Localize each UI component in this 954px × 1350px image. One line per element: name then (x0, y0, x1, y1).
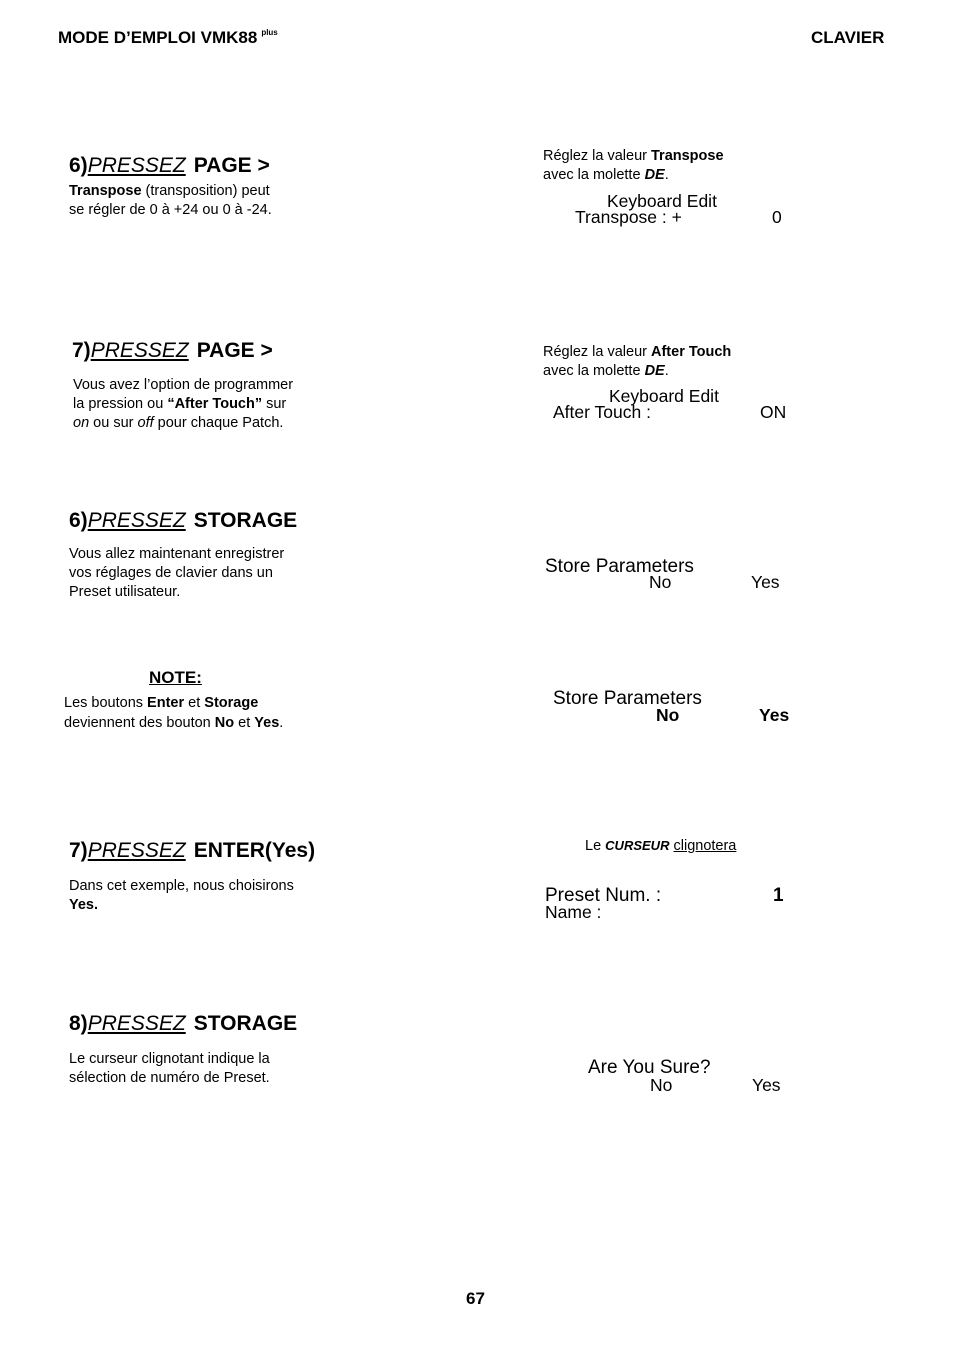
title-superscript: plus (261, 28, 278, 37)
step-heading: 7)PRESSEZ PAGE > (72, 339, 273, 362)
step-heading: 7)PRESSEZ ENTER(Yes) (69, 839, 316, 862)
lcd-line-1-value: 1 (773, 885, 784, 906)
lcd-line-2: Name : (545, 902, 602, 922)
button-name: STORAGE (193, 509, 298, 532)
step-description: Vous avez l’option de programmer la pression ou “After Touch” sur on ou sur off pour chaque Patch. (73, 377, 294, 431)
step-description: Vous allez maintenant enregistrer vos réglages de clavier dans un Preset utilisateur. (69, 546, 285, 600)
lcd-line-1: Are You Sure? (588, 1057, 711, 1078)
button-name: PAGE > (196, 339, 273, 362)
lcd-line-1: Keyboard Edit (607, 191, 717, 211)
manual-title: MODE D’EMPLOI VMK88 $^{plus}$ (58, 28, 278, 47)
press-word: PRESSEZ (90, 339, 189, 362)
lcd-line-2-value: ON (760, 402, 787, 422)
lcd-option-no: No (649, 572, 672, 592)
lcd-option-yes: Yes (751, 572, 780, 592)
step-heading: 6)PRESSEZ STORAGE (69, 509, 298, 532)
step-description: Dans cet exemple, nous choisirons Yes. (69, 878, 294, 913)
lcd-option-yes: Yes (759, 705, 790, 725)
press-word: PRESSEZ (87, 154, 186, 177)
lcd-line-1: Keyboard Edit (609, 386, 719, 406)
lcd-line-2-value: 0 (772, 207, 782, 227)
lcd-option-no: No (650, 1075, 673, 1095)
note-text: Les boutons Enter et Storage deviennent des bouton No et Yes. (64, 695, 284, 731)
lcd-line-1-label: Preset Num. : (545, 885, 662, 906)
lcd-option-yes: Yes (752, 1075, 781, 1095)
note-title: NOTE: (149, 668, 202, 687)
lcd-line-1: Store Parameters (545, 556, 694, 577)
press-word: PRESSEZ (87, 509, 186, 532)
press-word: PRESSEZ (87, 839, 186, 862)
instruction-text: Réglez la valeur After Touch avec la molette DE. (543, 344, 732, 379)
step-heading: 8)PRESSEZ STORAGE (69, 1012, 298, 1035)
lcd-line-2-label: Transpose : + (575, 207, 682, 227)
section-title: CLAVIER (811, 28, 885, 47)
step-heading: 6)PRESSEZ PAGE > (69, 154, 270, 177)
press-word: PRESSEZ (87, 1012, 186, 1035)
page-number: 67 (466, 1289, 485, 1308)
button-name: ENTER(Yes) (193, 839, 316, 862)
lcd-option-no: No (656, 705, 680, 725)
lcd-line-2-label: After Touch : (553, 402, 651, 422)
button-name: STORAGE (193, 1012, 298, 1035)
button-name: PAGE > (193, 154, 270, 177)
step-description: Le curseur clignotant indique la sélection de numéro de Preset. (69, 1051, 270, 1086)
step-description: Transpose (transposition) peut se régler de 0 à +24 ou 0 à -24. (69, 183, 272, 218)
lcd-line-1: Store Parameters (553, 688, 702, 709)
instruction-text: Le CURSEUR clignotera (585, 838, 737, 854)
instruction-text: Réglez la valeur Transpose avec la molette DE. (543, 148, 724, 183)
